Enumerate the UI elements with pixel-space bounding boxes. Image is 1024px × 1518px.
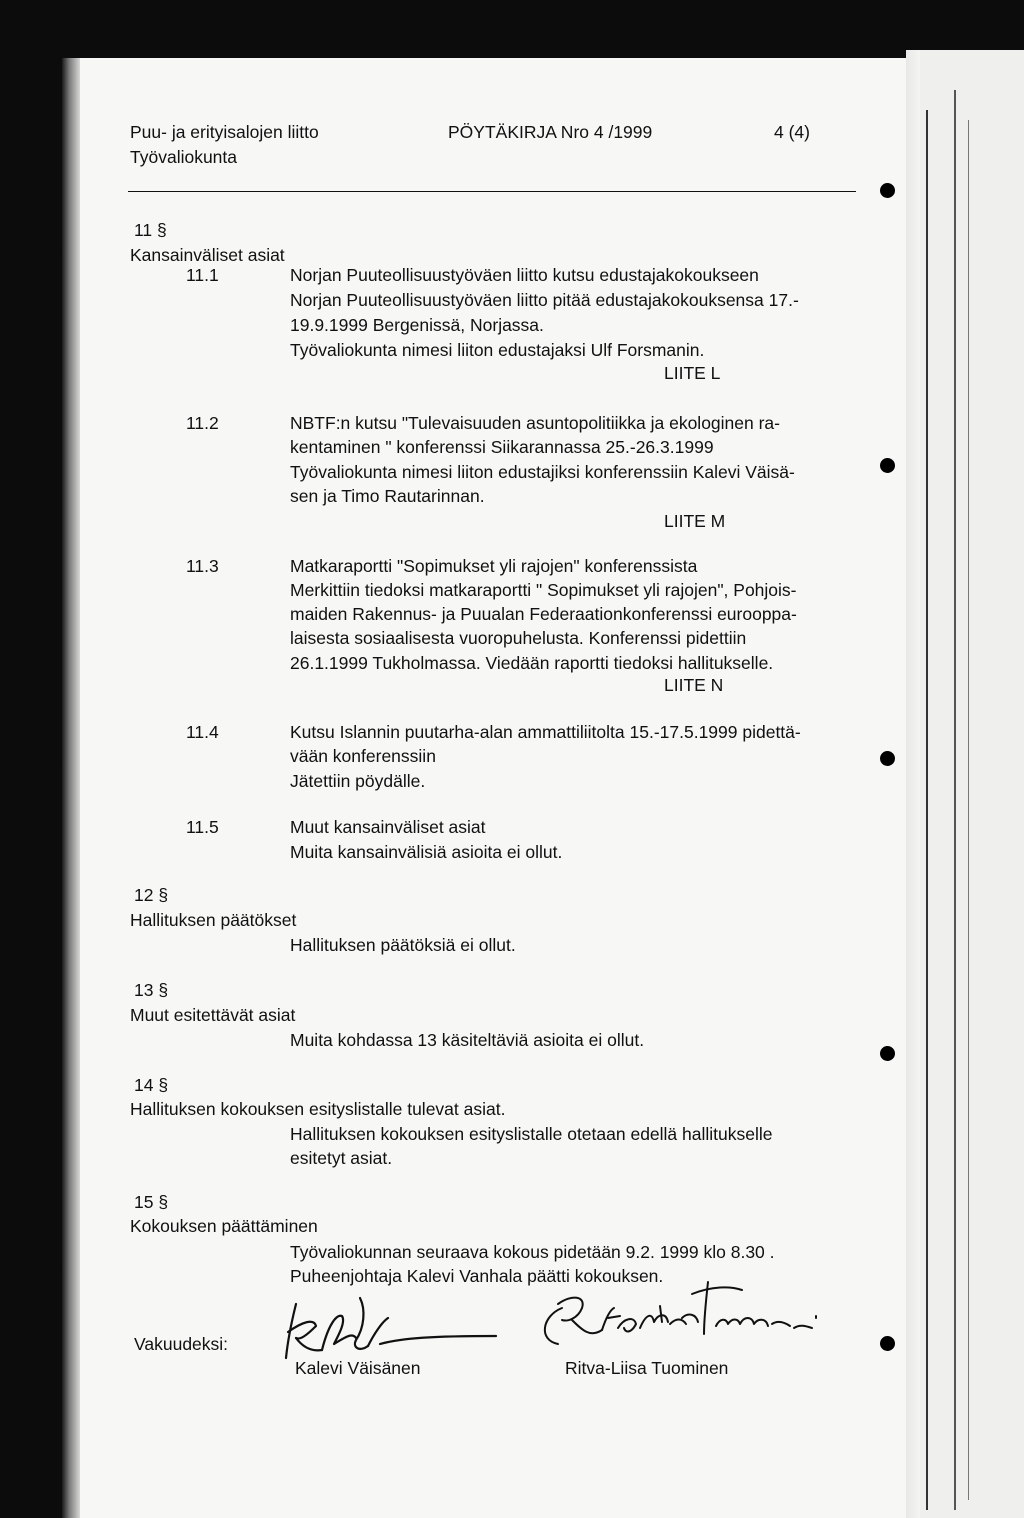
section-text-line: Muita kohdassa 13 käsiteltäviä asioita ei ollut. bbox=[290, 1030, 645, 1050]
item-text-line: Työvaliokunta nimesi liiton edustajiksi konferenssiin Kalevi Väisä- bbox=[290, 462, 795, 482]
punch-hole bbox=[880, 1336, 895, 1351]
item-number: 11.3 bbox=[186, 556, 219, 576]
section-text-line: esitetyt asiat. bbox=[290, 1148, 393, 1168]
header-rule bbox=[128, 191, 856, 192]
punch-hole bbox=[880, 751, 895, 766]
item-number: 11.5 bbox=[186, 817, 219, 837]
punch-hole bbox=[880, 183, 895, 198]
item-number: 11.4 bbox=[186, 722, 219, 742]
item-text-line: Kutsu Islannin puutarha-alan ammattiliitolta 15.-17.5.1999 pidettä- bbox=[290, 722, 801, 742]
section-text-line: Työvaliokunnan seuraava kokous pidetään 9.2. 1999 klo 8.30 . bbox=[290, 1242, 775, 1262]
section-text-line: Puheenjohtaja Kalevi Vanhala päätti kokouksen. bbox=[290, 1266, 664, 1286]
punch-hole bbox=[880, 458, 895, 473]
item-text-line: Merkittiin tiedoksi matkaraportti " Sopimukset yli rajojen", Pohjois- bbox=[290, 580, 797, 600]
item-text-line: 26.1.1999 Tukholmassa. Viedään raportti tiedoksi hallitukselle. bbox=[290, 653, 774, 673]
appendix-ref: LIITE M bbox=[664, 511, 726, 531]
signature-label: Vakuudeksi: bbox=[134, 1334, 229, 1354]
section-title: Kokouksen päättäminen bbox=[130, 1216, 318, 1236]
section-number: 11 § bbox=[134, 220, 167, 240]
item-text-line: Matkaraportti "Sopimukset yli rajojen" konferenssista bbox=[290, 556, 698, 576]
item-text-line: kentaminen " konferenssi Siikarannassa 25.-26.3.1999 bbox=[290, 437, 714, 457]
section-number: 12 § bbox=[134, 885, 169, 905]
item-text-line: Jätettiin pöydälle. bbox=[290, 771, 426, 791]
committee-name: Työvaliokunta bbox=[130, 147, 238, 167]
section-number: 14 § bbox=[134, 1075, 169, 1095]
section-number: 15 § bbox=[134, 1192, 169, 1212]
binder-edge bbox=[62, 58, 80, 1518]
section-title: Hallituksen päätökset bbox=[130, 910, 297, 930]
item-text-line: Norjan Puuteollisuustyöväen liitto kutsu edustajakokoukseen bbox=[290, 265, 759, 285]
section-text-line: Hallituksen päätöksiä ei ollut. bbox=[290, 935, 516, 955]
item-number: 11.1 bbox=[186, 265, 219, 285]
section-title: Kansainväliset asiat bbox=[130, 245, 285, 265]
item-text-line: sen ja Timo Rautarinnan. bbox=[290, 486, 485, 506]
document-title: PÖYTÄKIRJA Nro 4 /1999 bbox=[448, 122, 653, 142]
signer-name: Kalevi Väisänen bbox=[295, 1358, 421, 1378]
section-title: Hallituksen kokouksen esityslistalle tulevat asiat. bbox=[130, 1099, 506, 1119]
section-text-line: Hallituksen kokouksen esityslistalle otetaan edellä hallitukselle bbox=[290, 1124, 773, 1144]
item-text-line: vään konferenssiin bbox=[290, 746, 436, 766]
item-text-line: Norjan Puuteollisuustyöväen liitto pitää edustajakokouksensa 17.- bbox=[290, 290, 799, 310]
item-text-line: Muut kansainväliset asiat bbox=[290, 817, 486, 837]
item-text-line: Työvaliokunta nimesi liiton edustajaksi Ulf Forsmanin. bbox=[290, 340, 705, 360]
signer-name: Ritva-Liisa Tuominen bbox=[565, 1358, 729, 1378]
appendix-ref: LIITE L bbox=[664, 363, 721, 383]
signature-kalevi-vaisanen bbox=[282, 1292, 507, 1364]
page-stack-edge bbox=[906, 50, 1024, 1518]
appendix-ref: LIITE N bbox=[664, 675, 724, 695]
item-text-line: laisesta sosiaalisesta vuoropuhelusta. Konferenssi pidettiin bbox=[290, 628, 747, 648]
section-title: Muut esitettävät asiat bbox=[130, 1005, 296, 1025]
signature-ritva-liisa-tuominen bbox=[532, 1278, 832, 1362]
punch-hole bbox=[880, 1046, 895, 1061]
item-text-line: maiden Rakennus- ja Puualan Federaationkonferenssi eurooppa- bbox=[290, 604, 797, 624]
item-number: 11.2 bbox=[186, 413, 219, 433]
item-text-line: Muita kansainvälisiä asioita ei ollut. bbox=[290, 842, 563, 862]
page-number: 4 (4) bbox=[774, 122, 810, 142]
item-text-line: 19.9.1999 Bergenissä, Norjassa. bbox=[290, 315, 544, 335]
item-text-line: NBTF:n kutsu "Tulevaisuuden asuntopolitiikka ja ekologinen ra- bbox=[290, 413, 780, 433]
org-name: Puu- ja erityisalojen liitto bbox=[130, 122, 319, 142]
section-number: 13 § bbox=[134, 980, 169, 1000]
